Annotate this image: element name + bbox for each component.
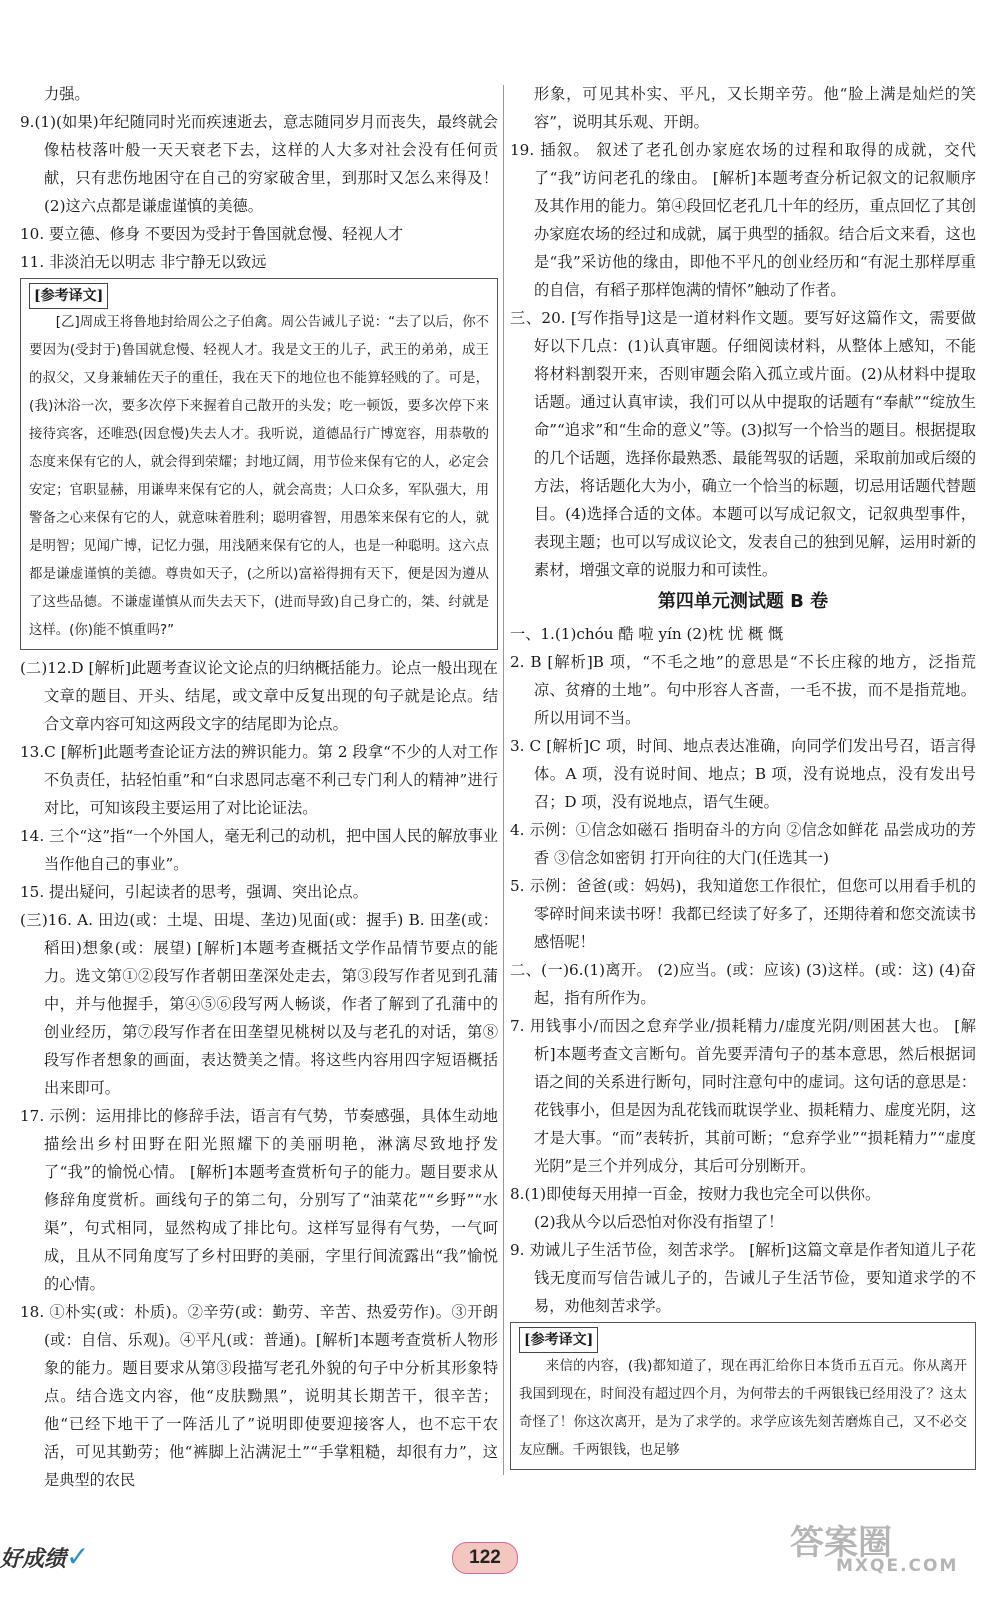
section-title: 第四单元测试题 B 卷 bbox=[657, 591, 829, 612]
answer-b-2: 2. B [解析]B 项，“不毛之地”的意思是“不长庄稼的地方，泛指荒凉、贫瘠的土地”。句中形容人吝啬，一毛不拔，而不是指荒地。所以用词不当。 bbox=[510, 653, 976, 727]
answer-12: (二)12.D [解析]此题考查议论文论点的归纳概括能力。论点一般出现在文章的题目、开头、结尾，或文章中反复出现的句子就是论点。结合文章内容可知这两段文字的结尾即为论点。 bbox=[20, 659, 498, 733]
answer-20: 三、20. [写作指导]这是一道材料作文题。要写好这篇作文，需要做好以下几点：(1)认真审题。仔细阅读材料，从整体上感知，不能将材料割裂开来，否则审题会陷入孤立或片面。(2)从材料中提取话题。通过认真审读，我们可以从中提取的话题有“奉献”“绽放生命”“追求”和“生命的意义”等。(3)拟写一个恰当的题目。根据提取的几个话题，选择你最熟悉、最能驾驭的话题，采取前加或后缀的方法，将话题化大为小，确立一个恰当的标题，切忌用话题代替题目。(4)选择合适的文体。本题可以写成记叙文，记叙典型事件，表现主题；也可以写成议论文，发表自己的独到见解，运用时新的素材，增强文章的说服力和可读性。 bbox=[510, 309, 976, 579]
answer-continuation: 力强。 bbox=[44, 85, 90, 103]
answer-19: 19. 插叙。 叙述了老孔创办家庭农场的过程和取得的成就，交代了“我”访问老孔的缘由。 [解析]本题考查分析记叙文的记叙顺序及其作用的能力。第④段回忆老孔几十年的经历，重点回忆了其创办家庭农场的经过和成就，属于典型的插叙。结合后文来看，这也是“我”采访他的缘由，即他不平凡的创业经历和“有泥土那样厚重的自信，有稻子那样饱满的情怀”触动了作者。 bbox=[510, 141, 976, 299]
reference-translation-label: [参考译文] bbox=[519, 1327, 598, 1353]
answer-16: (三)16. A. 田边(或：土堤、田堤、垄边)见面(或：握手) B. 田垄(或：稻田)想象(或：展望) [解析]本题考查概括文学作品情节要点的能力。选文第①②段写作者朝田垄深处走去，第③段写作者见到孔蒲中，并与他握手，第④⑤⑥段写两人畅谈，作者了解到了孔蒲中的创业经历，第⑦段写作者在田垄望见桃树以及与老孔的对话，第⑧段写作者想象的画面，表达赞美之情。将这些内容用四字短语概括出来即可。 bbox=[20, 911, 498, 1097]
watermark-url: MXQE.COM bbox=[836, 1556, 959, 1576]
answer-continuation: 形象，可见其朴实、平凡，又长期辛劳。他“脸上满是灿烂的笑容”，说明其乐观、开朗。 bbox=[534, 85, 976, 131]
column-divider bbox=[503, 85, 504, 1475]
answer-b-8b: (2)我从今以后恐怕对你没有指望了！ bbox=[534, 1213, 784, 1231]
reference-translation-box-2 bbox=[510, 1322, 976, 1470]
answer-11: 11. 非淡泊无以明志 非宁静无以致远 bbox=[20, 253, 267, 271]
right-column bbox=[510, 80, 976, 1474]
answer-b-9: 9. 劝诫儿子生活节俭，刻苦求学。 [解析]这篇文章是作者知道儿子花钱无度而写信告诫儿子的，告诫儿子生活节俭，要知道求学的不易，劝他刻苦求学。 bbox=[510, 1241, 976, 1315]
answer-9: 9.(1)(如果)年纪随同时光而疾速逝去，意志随同岁月而丧失，最终就会像枯枝落叶般一天天衰老下去，这样的人大多对社会没有任何贡献，只有悲伤地困守在自己的穷家破舍里，到那时又怎么来得及！ (2)这六点都是谦虚谨慎的美德。 bbox=[20, 113, 498, 215]
answer-b-5: 5. 示例：爸爸(或：妈妈)，我知道您工作很忙，但您可以用看手机的零碎时间来读书呀！我都已经读了好多了，还期待着和您交流读书感悟呢！ bbox=[510, 877, 976, 951]
answer-17: 17. 示例：运用排比的修辞手法，语言有气势，节奏感强，具体生动地描绘出乡村田野在阳光照耀下的美丽明艳，淋漓尽致地抒发了“我”的愉悦心情。 [解析]本题考查赏析句子的能力。题目要求从修辞角度赏析。画线句子的第二句，分别写了“油菜花”“乡野”“水渠”，句式相同，显然构成了排比句。这样写显得有气势，一气呵成，且从不同角度写了乡村田野的美丽，字里行间流露出“我”愉悦的心情。 bbox=[20, 1107, 498, 1293]
brand-text: 好成绩 bbox=[0, 1547, 67, 1572]
reference-translation-label: [参考译文] bbox=[29, 283, 108, 309]
translation-text: [乙]周成王将鲁地封给周公之子伯禽。周公告诫儿子说：“去了以后，你不要因为(受封于)鲁国就怠慢、轻视人才。我是文王的儿子，武王的弟弟，成王的叔父，又身兼辅佐天子的重任，我在天下的地位也不能算轻贱的了。可是，(我)沐浴一次，要多次停下来握着自己散开的头发；吃一顿饭，要多次停下来接待宾客，还唯恐(因怠慢)失去人才。我听说，道德品行广博宽容，用恭敬的态度来保有它的人，就会得到荣耀；封地辽阔，用节俭来保有它的人，必定会安定；官职显赫，用谦卑来保有它的人，就会高贵；人口众多，军队强大，用警备之心来保有它的人，就意味着胜利；聪明睿智，用愚笨来保有它的人，就是明智；见闻广博，记忆力强，用浅陋来保有它的人，也是一种聪明。这六点都是谦虚谨慎的美德。尊贵如天子，(之所以)富裕得拥有天下，便是因为遵从了这些品德。不谦虚谨慎从而失去天下，(进而导致)自己身亡的，桀、纣就是这样。(你)能不慎重吗?” bbox=[29, 315, 489, 638]
answer-b-8a: 8.(1)即使每天用掉一百金，按财力我也完全可以供你。 bbox=[510, 1185, 881, 1203]
watermark-logo: 答案圈 bbox=[790, 1523, 892, 1563]
answer-10: 10. 要立德、修身 不要因为受封于鲁国就怠慢、轻视人才 bbox=[20, 225, 404, 243]
checkmark-icon: ✓ bbox=[66, 1540, 90, 1573]
answer-b-7: 7. 用钱事小/而因之怠弃学业/损耗精力/虚度光阴/则困甚大也。 [解析]本题考查文言断句。首先要弄清句子的基本意思，然后根据词语之间的关系进行断句，同时注意句中的虚词。这句话的意思是：花钱事小，但是因为乱花钱而耽误学业、损耗精力、虚度光阴，这才是大事。“而”表转折，其前可断；“怠弃学业”“损耗精力”“虚度光阴”是三个并列成分，其后可分别断开。 bbox=[510, 1017, 976, 1175]
answer-b-4: 4. 示例：①信念如磁石 指明奋斗的方向 ②信念如鲜花 品尝成功的芳香 ③信念如密钥 打开向往的大门(任选其一) bbox=[510, 821, 976, 867]
answer-b-6: 二、(一)6.(1)离开。 (2)应当。(或：应该) (3)这样。(或：这) (4)奋起，指有所作为。 bbox=[510, 961, 976, 1007]
reference-translation-box bbox=[20, 278, 498, 650]
page-number: 122 bbox=[452, 1542, 518, 1574]
answer-b-1: 一、1.(1)chóu 酷 啦 yín (2)枕 忧 概 慨 bbox=[510, 625, 784, 643]
answer-14: 14. 三个“这”指“一个外国人，毫无利己的动机，把中国人民的解放事业当作他自己的事业”。 bbox=[20, 827, 498, 873]
answer-13: 13.C [解析]此题考查论证方法的辨识能力。第 2 段拿“不少的人对工作不负责任，拈轻怕重”和“白求恩同志毫不利己专门利人的精神”进行对比，可知该段主要运用了对比论证法。 bbox=[20, 743, 498, 817]
answer-15: 15. 提出疑问，引起读者的思考，强调、突出论点。 bbox=[20, 883, 368, 901]
translation-text: 来信的内容，(我)都知道了，现在再汇给你日本货币五百元。你从离开我国到现在，时间没有超过四个月，为何带去的千两银钱已经用没了？这太奇怪了！你这次离开，是为了求学的。求学应该先刻苦磨炼自己，又不必交友应酬。千两银钱，也足够 bbox=[519, 1359, 967, 1458]
brand-logo bbox=[0, 1540, 89, 1573]
left-column bbox=[20, 80, 498, 1494]
answer-b-3: 3. C [解析]C 项，时间、地点表达准确，向同学们发出号召，语言得体。A 项，没有说时间、地点；B 项，没有说地点，没有发出号召；D 项，没有说地点，语气生硬。 bbox=[510, 737, 976, 811]
answer-18: 18. ①朴实(或：朴质)。②辛劳(或：勤劳、辛苦、热爱劳作)。③开朗(或：自信、乐观)。④平凡(或：普通)。[解析]本题考查赏析人物形象的能力。题目要求从第③段描写老孔外貌的句子中分析其形象特点。结合选文内容，他“皮肤黝黑”，说明其长期苦干，很辛苦；他“已经下地干了一阵活儿了”说明即使要迎接客人，也不忘干农活，可见其勤劳；他“裤脚上沾满泥土”“手掌粗糙，却很有力”，这是典型的农民 bbox=[20, 1303, 498, 1489]
